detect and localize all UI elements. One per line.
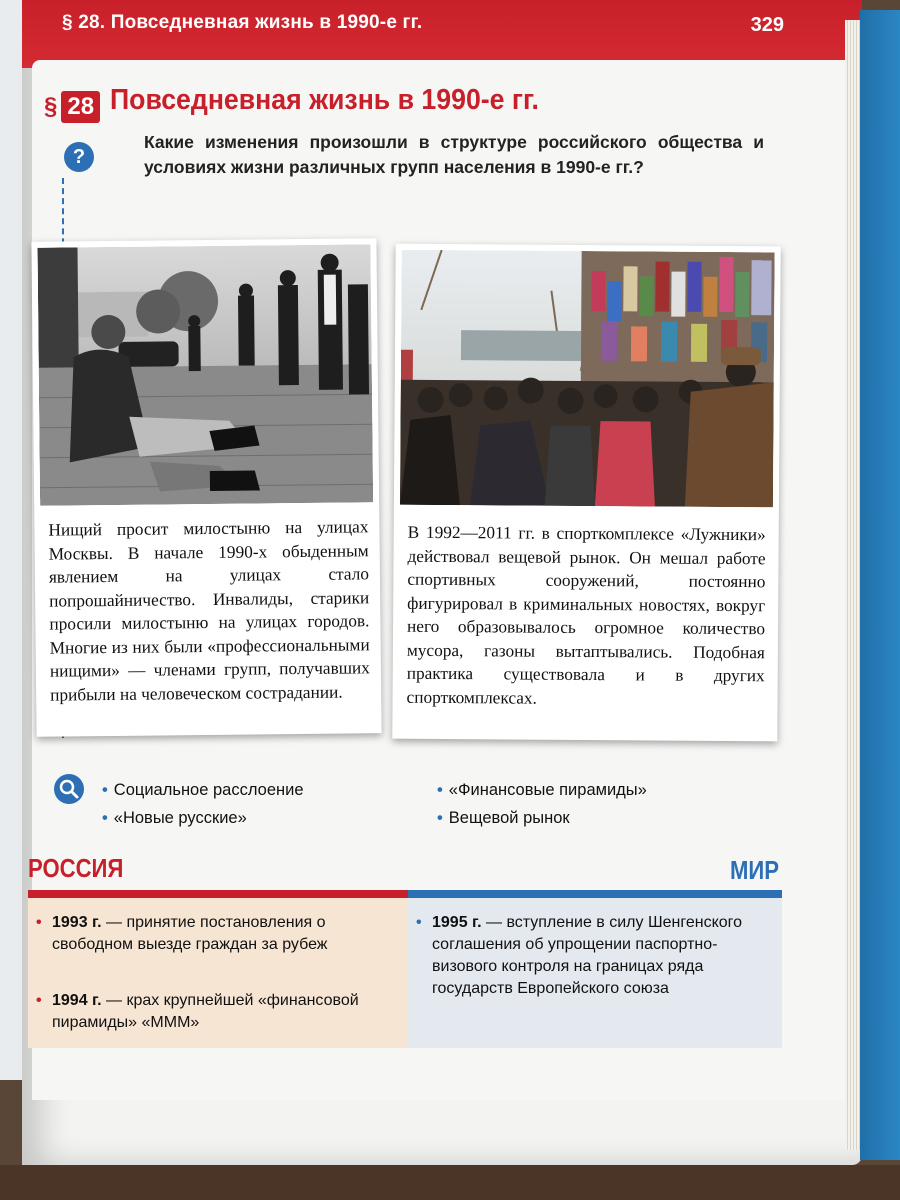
question-icon: ? (64, 142, 94, 172)
photo-card-market (392, 244, 780, 742)
lead-question: Какие изменения произошли в структуре российского общества и условиях жизни различных групп населения в 1990-е гг.? (144, 132, 764, 177)
table-surface (0, 1165, 900, 1200)
keyword-item: • Социальное расслоение (102, 781, 304, 799)
timeline-world-bar (408, 890, 782, 898)
keywords-left (102, 776, 304, 832)
keyword-item: • «Финансовые пирамиды» (437, 781, 647, 799)
section-number: 28 (61, 91, 100, 123)
textbook-page (22, 0, 862, 1165)
beggar-photo-illustration (37, 244, 373, 505)
running-title: § 28. Повседневная жизнь в 1990-е гг. (62, 12, 423, 33)
beggar-caption: Нищий просит милостыню на улицах Москвы. В начале 1990-х обыденным явлением на улицах стало попрошайничество. Инвалиды, старики просили милостыню на улицах городов. Многие из них были «профессиональными нищими» — членами групп, получавших прибыли на человеческом сострадании. (48, 517, 370, 705)
market-photo-illustration (400, 250, 775, 508)
keyword-item: • «Новые русские» (102, 809, 247, 827)
photo-card-beggar (31, 238, 381, 737)
keywords-right (437, 776, 647, 832)
timeline-russia-item: • 1994 г. — крах крупнейшей «финансовой пирамиды» «МММ» (36, 992, 359, 1031)
timeline-russia-label: РОССИЯ (28, 853, 124, 883)
page-number: 329 (750, 14, 784, 36)
keyword-item: • Вещевой рынок (437, 809, 570, 827)
timeline-world-label: МИР (730, 855, 780, 885)
running-header (22, 0, 862, 68)
beggar-photo (37, 244, 373, 505)
section-badge (44, 88, 100, 126)
timeline-russia-bar (28, 890, 408, 898)
timeline-world-item: • 1995 г. — вступление в силу Шенгенского соглашения об упрощении паспортно-визового контроля на границах ряда государств Европейского союза (416, 914, 743, 997)
search-icon (54, 774, 84, 804)
market-photo (400, 250, 775, 508)
book-cover (860, 10, 900, 1160)
timeline-russia-item: • 1993 г. — принятие постановления о свободном выезде граждан за рубеж (36, 914, 328, 953)
page-title: Повседневная жизнь в 1990-е гг. (110, 84, 539, 116)
section-symbol: § (44, 93, 58, 120)
market-caption: В 1992—2011 гг. в спорткомплексе «Лужники» действовал вещевой рынок. Он мешал работе спортивных сооружений, постоянно фигурировал в криминальных новостях, вокруг него образовывалось огромное количество мусора, газоны вытаптывались. Подобная практика существовала и в других спорткомплексах. (406, 522, 766, 708)
